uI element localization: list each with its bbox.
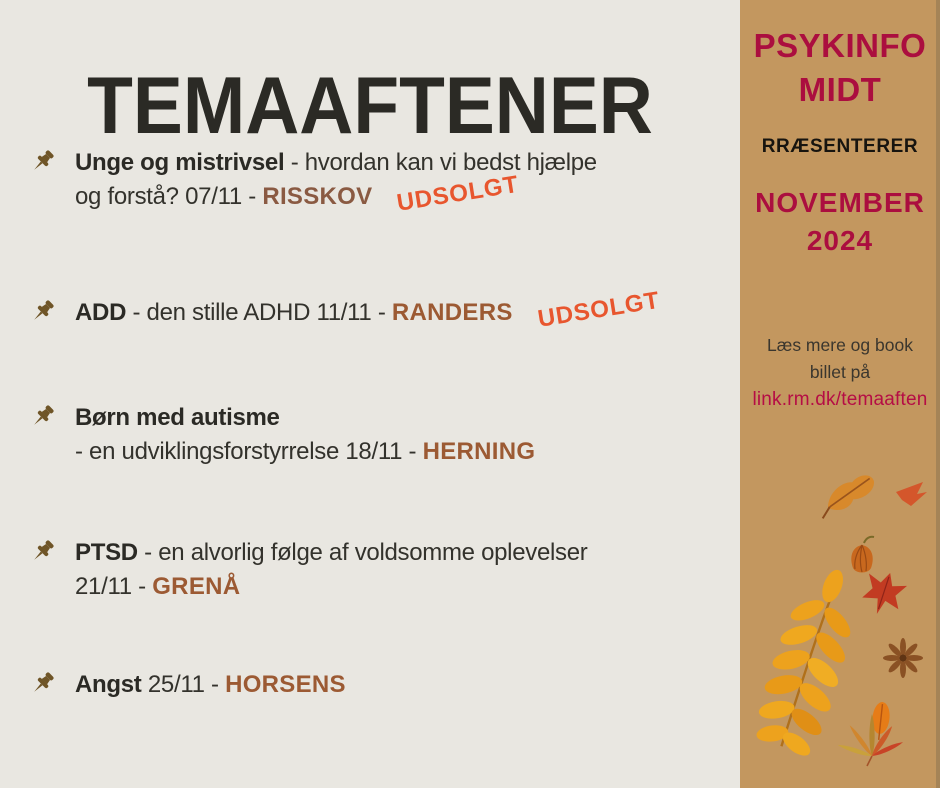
event-description: - den stille ADHD 11/11 -: [126, 299, 392, 326]
brand-line2: MIDT: [798, 71, 882, 108]
event-description-line2: og forstå? 07/11 -: [75, 183, 263, 210]
event-description: 25/11 -: [141, 671, 226, 698]
star-anise: [883, 638, 923, 678]
event-text: [75, 146, 715, 217]
physalis-pod: [851, 537, 874, 573]
event-location: RISSKOV: [262, 183, 373, 210]
event-topic: PTSD: [75, 539, 138, 566]
month-line1: NOVEMBER: [755, 187, 925, 218]
rowan-leaf: [746, 558, 871, 765]
right-edge-shade: [936, 0, 940, 788]
event-description-line2: 21/11 -: [75, 573, 153, 600]
booking-info-line2: billet på: [809, 362, 871, 382]
event-description: - hvordan kan vi bedst hjælpe: [284, 149, 597, 176]
month-label: [740, 184, 940, 260]
presents-label: RRÆSENTERER: [761, 136, 919, 157]
sold-out-badge: UDSOLGT: [535, 286, 662, 333]
event-item-add: [0, 286, 740, 364]
event-topic: ADD: [75, 299, 127, 326]
pushpin-icon: [26, 296, 58, 328]
event-item-unge-og-mistrivsel: [0, 146, 740, 217]
event-location: RANDERS: [391, 299, 513, 326]
leaf-fragment: [896, 482, 927, 506]
event-location: HORSENS: [225, 671, 346, 698]
event-text: [75, 668, 715, 736]
pushpin-icon: [26, 668, 58, 700]
event-location: GRENÅ: [152, 573, 241, 600]
brand-line1: PSYKINFO: [753, 27, 927, 64]
event-topic: Angst: [75, 671, 142, 698]
event-topic: Børn med autisme: [75, 404, 280, 431]
booking-link: link.rm.dk/temaaften: [752, 389, 928, 410]
event-description-line2: - en udviklingsforstyrrelse 18/11 -: [75, 438, 423, 465]
event-description: - en alvorlig følge af voldsomme oplevelser: [137, 539, 588, 566]
creeper-leaf: [837, 714, 904, 766]
pushpin-icon: [26, 401, 58, 433]
event-item-boern-med-autisme: [0, 401, 740, 469]
page-title: TEMAAFTENER: [87, 59, 653, 151]
pushpin-icon: [26, 536, 58, 568]
sold-out-badge: UDSOLGT: [395, 170, 521, 217]
booking-info-line1: Læs mere og book: [767, 335, 913, 355]
pushpin-icon: [26, 146, 58, 178]
event-text: [75, 401, 715, 469]
month-line2: 2024: [806, 225, 874, 256]
event-item-angst: [0, 668, 740, 736]
event-text: [75, 286, 715, 364]
booking-info: [740, 332, 940, 386]
maple-leaf: [858, 567, 909, 620]
event-location: HERNING: [422, 438, 536, 465]
autumn-decorations: [740, 430, 940, 788]
brand-name: [740, 24, 940, 112]
oak-leaf: [813, 469, 878, 521]
event-item-ptsd: [0, 536, 740, 604]
event-text: [75, 536, 715, 604]
event-topic: Unge og mistrivsel: [75, 149, 285, 176]
